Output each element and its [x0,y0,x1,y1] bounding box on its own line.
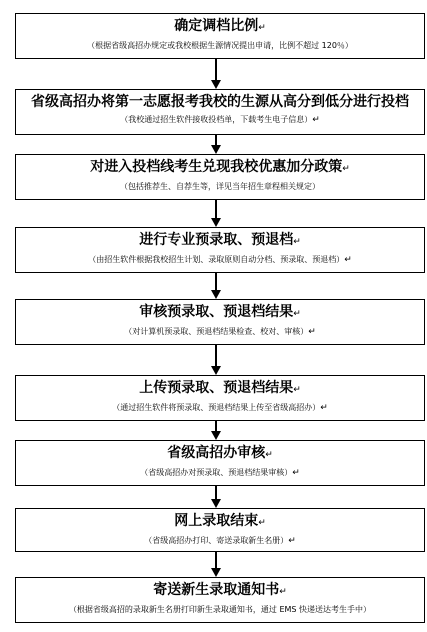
paragraph-mark: ↵ [312,115,320,125]
arrow-1 [211,59,221,89]
paragraph-mark: ↵ [279,587,287,597]
step-8-title: 网上录取结束 [174,513,259,529]
paragraph-mark: ↵ [308,327,316,337]
paragraph-mark: ↵ [293,237,301,247]
flow-step-7 [15,440,425,486]
step-9-title: 寄送新生录取通知书 [153,582,280,598]
step-4-note: （由招生软件根据我校招生计划、录取原则自动分档、预录取、预退档） [88,255,345,264]
paragraph-mark: ↵ [320,403,328,413]
flow-step-4 [15,227,425,273]
arrow-5 [211,345,221,375]
paragraph-mark: ↵ [288,536,296,546]
paragraph-mark: ↵ [258,23,266,33]
step-2-title: 省级高招办将第一志愿报考我校的生源从高分到低分进行投档 [31,94,409,110]
flow-step-8-container [15,508,425,552]
arrow-3 [211,200,221,227]
flow-step-6 [15,375,425,421]
flow-step-5 [15,299,425,345]
step-6-title: 上传预录取、预退档结果 [139,380,294,396]
paragraph-mark: ↵ [258,518,266,528]
arrow-4 [211,273,221,299]
paragraph-mark: ↵ [292,468,300,478]
arrow-2 [211,135,221,154]
paragraph-mark: ↵ [265,450,273,460]
paragraph-mark: ↵ [344,255,352,265]
arrow-7 [211,486,221,508]
step-3-note: （包括推荐生、自荐生等，详见当年招生章程相关规定） [120,182,320,191]
arrow-8 [211,552,221,577]
step-7-note: （省级高招办对预录取、预退档结果审核） [140,468,293,477]
paragraph-mark: ↵ [342,164,350,174]
flow-step-2 [15,89,425,135]
step-5-title: 审核预录取、预退档结果 [139,304,294,320]
step-9-note: （根据省级高招的录取新生名册打印新生录取通知书，通过 EMS 快递送达考生手中） [68,605,372,614]
step-4-title: 进行专业预录取、预退档 [139,232,294,248]
flow-step-9 [15,577,425,623]
paragraph-mark: ↵ [293,309,301,319]
step-7-title: 省级高招办审核 [167,445,266,461]
step-1-title: 确定调档比例 [174,18,259,34]
step-6-note: （通过招生软件将预录取、预退档结果上传至省级高招办） [112,403,321,412]
step-5-note: （对计算机预录取、预退档结果检查、校对、审核） [124,327,309,336]
step-1-note: （根据省级高招办规定或我校根据生源情况提出申请，比例不超过 120％） [87,41,353,50]
step-8-note: （省级高招办打印、寄送录取新生名册） [144,536,289,545]
step-3-title: 对进入投档线考生兑现我校优惠加分政策 [90,159,343,175]
flow-step-3 [15,154,425,200]
arrow-6 [211,421,221,440]
step-2-note: （我校通过招生软件接收投档单，下载考生电子信息） [120,115,313,124]
paragraph-mark: ↵ [293,385,301,395]
flow-step-1 [15,13,425,59]
